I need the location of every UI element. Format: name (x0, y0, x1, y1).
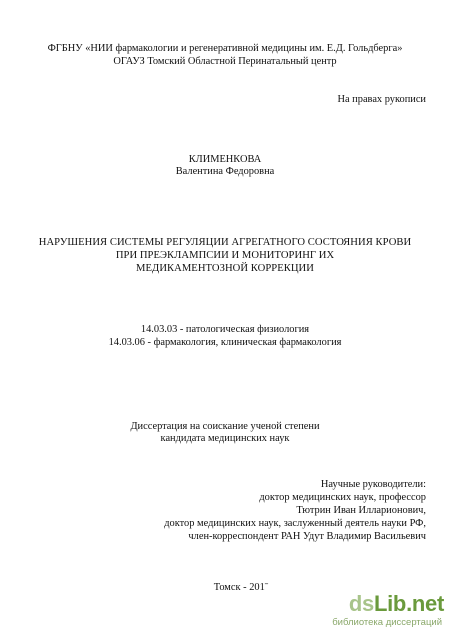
supervisor-1-degree: доктор медицинских наук, профессор (259, 492, 426, 503)
dissertation-title-line-3: МЕДИКАМЕНТОЗНОЙ КОРРЕКЦИИ (136, 263, 314, 274)
author-given-names: Валентина Федоровна (175, 166, 275, 177)
dslib-logo (349, 592, 444, 616)
supervisors-heading: Научные руководители: (320, 479, 426, 490)
degree-line-2: кандидата медицинских наук (160, 433, 290, 444)
degree-line-1: Диссертация на соискание ученой степени (130, 421, 320, 432)
city-year: Томск - 201ˉ (213, 582, 269, 593)
institution-line-2: ОГАУЗ Томский Областной Перинатальный центр (113, 56, 337, 67)
specialty-1: 14.03.03 - патологическая физиология (140, 324, 310, 335)
supervisor-2-name: член-корреспондент РАН Удут Владимир Васильевич (188, 531, 426, 542)
dissertation-title-line-1: НАРУШЕНИЯ СИСТЕМЫ РЕГУЛЯЦИИ АГРЕГАТНОГО СОСТОЯНИЯ КРОВИ (38, 237, 412, 248)
institution-line-1: ФГБНУ «НИИ фармакологии и регенеративной медицины им. Е.Д. Гольдберга» (47, 43, 403, 54)
supervisor-1-name: Тютрин Иван Илларионович, (296, 505, 426, 516)
supervisor-2-degree: доктор медицинских наук, заслуженный деятель науки РФ, (164, 518, 426, 529)
rights-note: На правах рукописи (337, 94, 426, 105)
specialty-2: 14.03.06 - фармакология, клиническая фармакология (108, 337, 342, 348)
dslib-subtitle: библиотека диссертаций (332, 617, 442, 628)
author-surname: КЛИМЕНКОВА (188, 154, 262, 165)
dslib-watermark[interactable] (326, 592, 444, 632)
dslib-logo-suffix: Lib.net (373, 591, 444, 616)
dslib-logo-prefix: ds (348, 591, 374, 616)
dissertation-title-line-2: ПРИ ПРЕЭКЛАМПСИИ И МОНИТОРИНГ ИХ (115, 250, 335, 261)
